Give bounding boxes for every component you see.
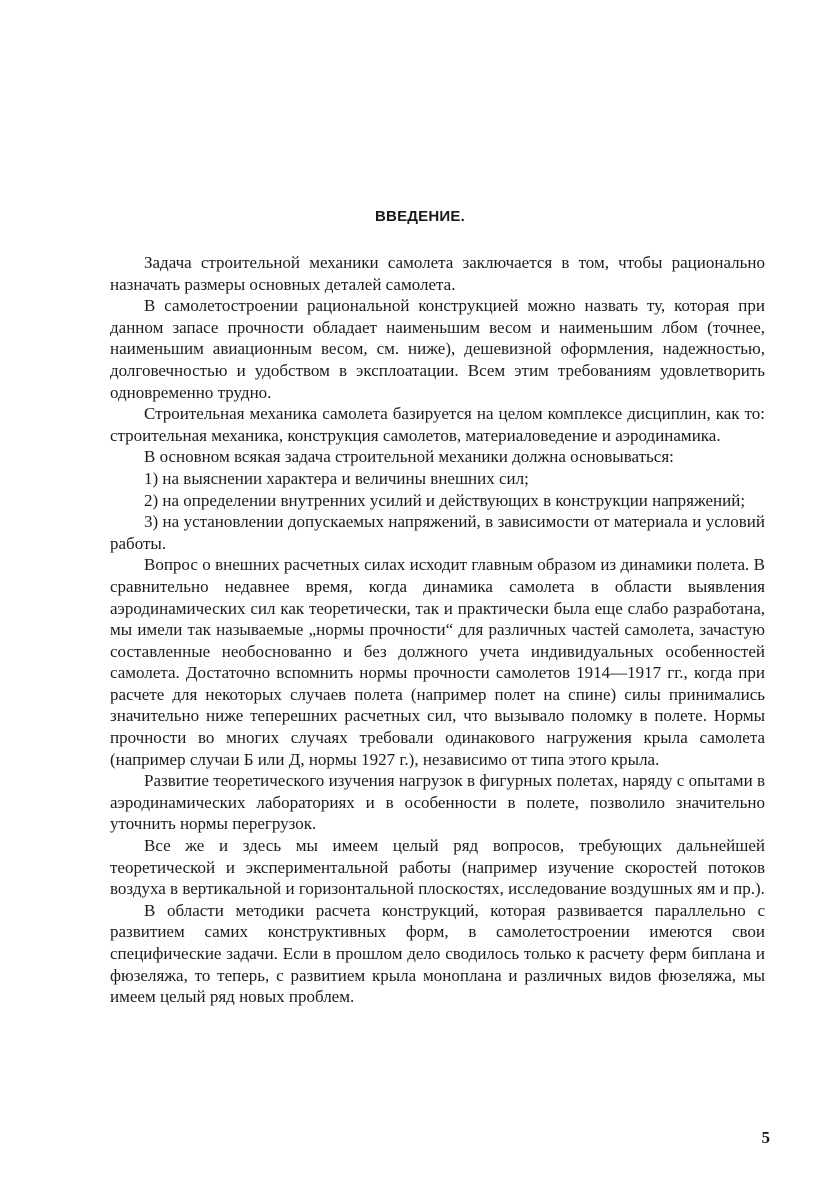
body-text <box>110 252 765 1008</box>
paragraph: Задача строительной механики самолета заключается в том, чтобы рационально назначать размеры основных деталей самолета. <box>110 253 765 294</box>
paragraph: В основном всякая задача строительной механики должна основываться: <box>144 447 674 467</box>
paragraph: В самолетостроении рациональной конструкцией можно назвать ту, которая при данном запасе прочности обладает наименьшим весом и наименьшим лбом (точнее, наименьшим авиационным весом, см. ниже), дешевизной оформления, надежностью, долговечностью и удобством в эксплоатации. Всем этим требованиям удовлетворить одновременно трудно. <box>110 296 765 402</box>
paragraph: Строительная механика самолета базируется на целом комплексе дисциплин, как то: строительная механика, конструкция самолетов, материаловедение и аэродинамика. <box>110 404 765 445</box>
paragraph: Все же и здесь мы имеем целый ряд вопросов, требующих дальнейшей теоретической и экспериментальной работы (например изучение скоростей потоков воздуха в вертикальной и горизонтальной плоскостях, исследование воздушных ям и пр.). <box>110 836 765 899</box>
page-number: 5 <box>761 1128 770 1147</box>
paragraph: Развитие теоретического изучения нагрузок в фигурных полетах, наряду с опытами в аэродинамических лабораториях и в особенности в полете, позволило значительно уточнить нормы перегрузок. <box>110 771 765 834</box>
list-item: 1) на выяснении характера и величины внешних сил; <box>144 468 529 488</box>
list-item: 2) на определении внутренних усилий и действующих в конструкции напряжений; <box>144 490 746 510</box>
paragraph: Вопрос о внешних расчетных силах исходит главным образом из динамики полета. В сравнительно недавнее время, когда динамика самолета в области выявления аэродинамических сил как теоретически, так и практически была еще слабо разработана, мы имели так называемые „нормы прочности“ для различных частей самолета, зачастую составленные необоснованно и без должного учета индивидуальных особенностей самолета. Достаточно вспомнить нормы прочности самолетов 1914—1917 гг., когда при расчете для некоторых случаев полета (например полет на спине) силы принимались значительно ниже теперешних расчетных сил, что вызывало поломку в полете. Нормы прочности во многих случаях требовали одинакового нагружения крыла самолета (например случаи Б или Д, нормы 1927 г.), независимо от типа этого крыла. <box>110 555 765 769</box>
section-heading: ВВЕДЕНИЕ. <box>375 208 465 225</box>
paragraph: В области методики расчета конструкций, которая развивается параллельно с развитием самих конструктивных форм, в самолетостроении имеются свои специфические задачи. Если в прошлом дело сводилось только к расчету ферм биплана и фюзеляжа, то теперь, с развитием крыла моноплана и различных видов фюзеляжа, мы имеем целый ряд новых проблем. <box>110 900 765 1007</box>
list-item: 3) на установлении допускаемых напряжений, в зависимости от материала и условий работы. <box>110 512 765 553</box>
